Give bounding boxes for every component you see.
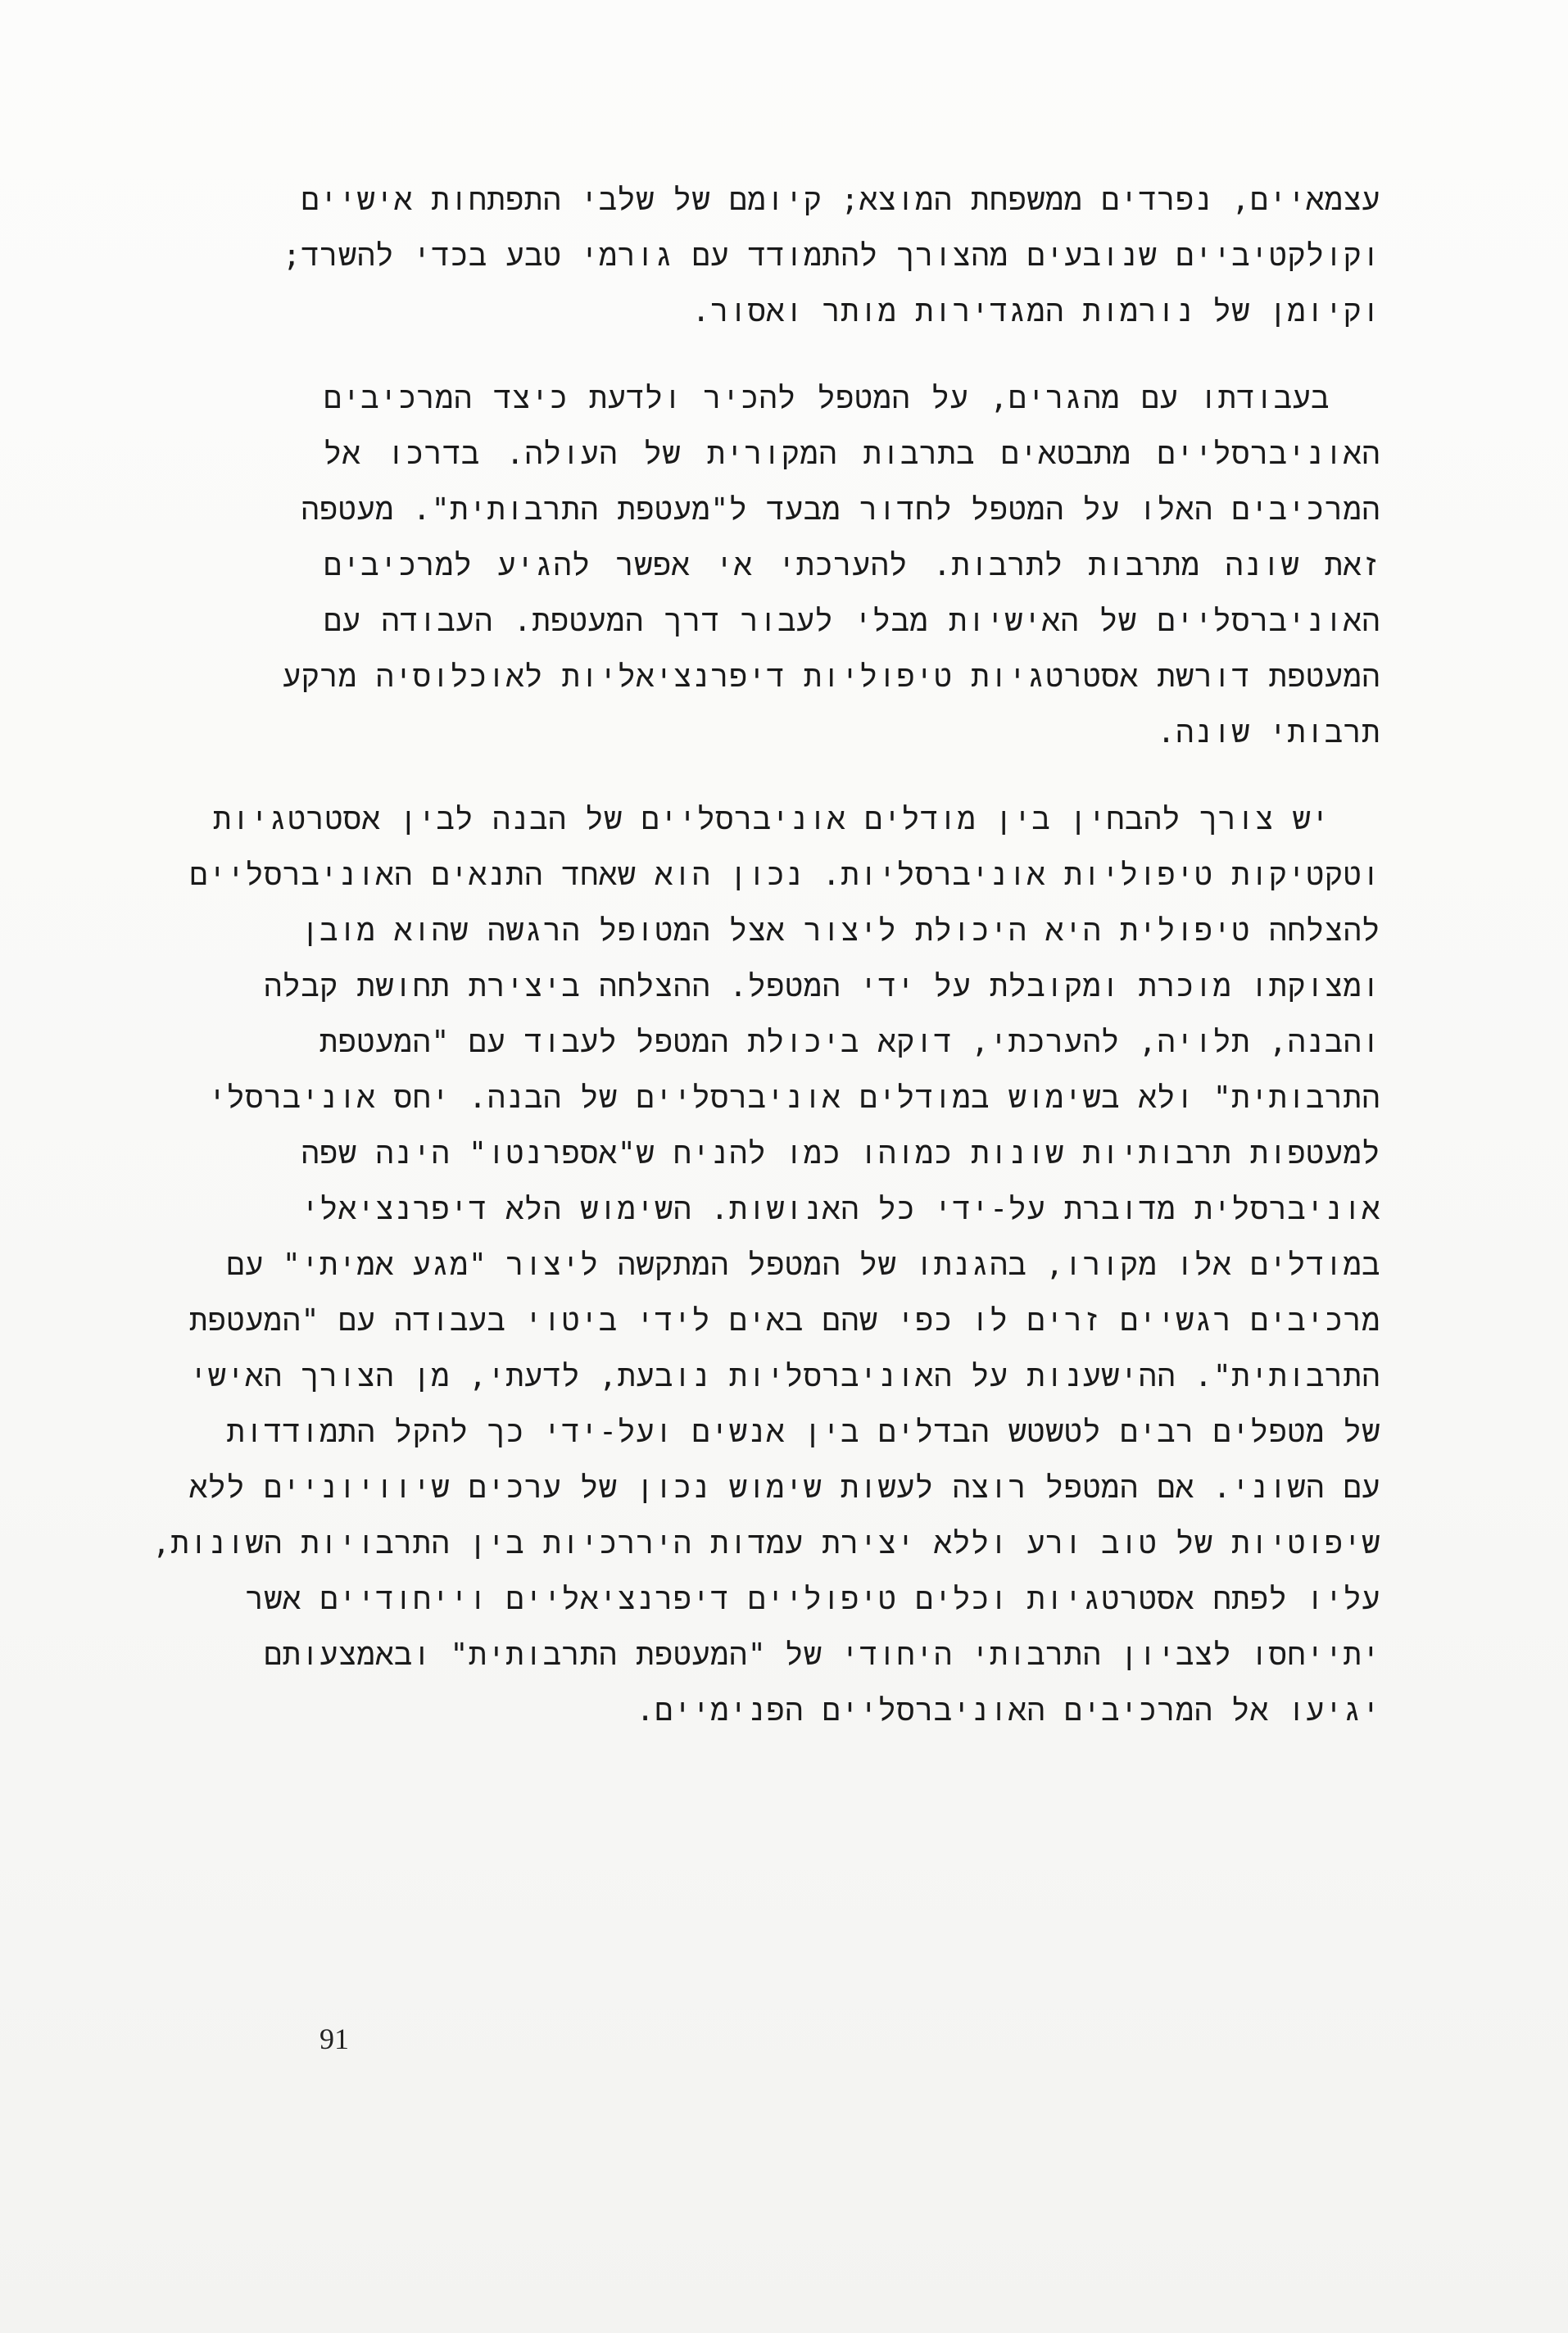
text-line: מרכיבים רגשיים זרים לו כפי שהם באים לידי ביטוי בעבודה עם "המעטפת (189, 1302, 1380, 1338)
text-line: התרבותית" ולא בשימוש במודלים אוניברסליים של הבנה. יחס אוניברסלי (207, 1080, 1380, 1115)
text-line: למעטפות תרבותיות שונות כמוהו כמו להניח ש"אספרנטו" הינה שפה (301, 1135, 1380, 1171)
text-line: בעבודתו עם מהגרים, על המטפל להכיר ולדעת כיצד המרכיבים (324, 380, 1330, 415)
paragraph-3 (152, 791, 1380, 1738)
text-line: עצמאיים, נפרדים ממשפחת המוצא; קיומם של שלבי התפתחות אישיים (301, 182, 1380, 217)
body-text (152, 172, 1380, 1769)
text-line: האוניברסליים מתבטאים בתרבות המקורית של העולה. בדרכו אל (324, 436, 1380, 471)
text-line: האוניברסליים של האישיות מבלי לעבור דרך המעטפת. העבודה עם (324, 603, 1380, 638)
text-line: תרבותי שונה. (1157, 714, 1380, 750)
text-line: יש צורך להבחין בין מודלים אוניברסליים של הבנה לבין אסטרטגיות (213, 801, 1330, 836)
text-line: של מטפלים רבים לטשטש הבדלים בין אנשים ועל-ידי כך להקל התמודדות (226, 1414, 1380, 1449)
text-line: זאת שונה מתרבות לתרבות. להערכתי אי אפשר להגיע למרכיבים (324, 547, 1380, 582)
text-line: במודלים אלו מקורו, בהגנתו של המטפל המתקשה ליצור "מגע אמיתי" עם (226, 1247, 1380, 1282)
text-line: עם השוני. אם המטפל רוצה לעשות שימוש נכון של ערכים שיוויוניים ללא (189, 1470, 1380, 1505)
text-line: התרבותית". ההישענות על האוניברסליות נובעת, לדעתי, מן הצורך האישי (189, 1358, 1380, 1393)
text-line: עליו לפתח אסטרטגיות וכלים טיפוליים דיפרנציאליים וייחודיים אשר (245, 1581, 1380, 1616)
text-line: וטקטיקות טיפוליות אוניברסליות. נכון הוא שאחד התנאים האוניברסליים (189, 857, 1380, 892)
text-line: יגיעו אל המרכיבים האוניברסליים הפנימיים. (636, 1692, 1380, 1728)
paragraph-2 (283, 370, 1380, 760)
text-line: ומצוקתו מוכרת ומקובלת על ידי המטפל. ההצלחה ביצירת תחושת קבלה (264, 968, 1380, 1003)
text-line: וקיומן של נורמות המגדירות מותר ואסור. (691, 293, 1380, 328)
text-line: המרכיבים האלו על המטפל לחדור מבעד ל"מעטפת התרבותית". מעטפה (301, 492, 1380, 527)
page-number: 91 (319, 2023, 349, 2055)
text-line: וקולקטיביים שנובעים מהצורך להתמודד עם גורמי טבע בכדי להשרד; (282, 238, 1380, 273)
text-line: והבנה, תלויה, להערכתי, דוקא ביכולת המטפל לעבוד עם "המעטפת (319, 1024, 1380, 1059)
text-line: שיפוטיות של טוב ורע וללא יצירת עמדות היררכיות בין התרבויות השונות, (152, 1525, 1380, 1561)
text-line: להצלחה טיפולית היא היכולת ליצור אצל המטופל הרגשה שהוא מובן (301, 913, 1380, 948)
text-line: יתייחסו לצביון התרבותי היחודי של "המעטפת התרבותית" ובאמצעותם (264, 1637, 1380, 1672)
text-line: המעטפת דורשת אסטרטגיות טיפוליות דיפרנציאליות לאוכלוסיה מרקע (283, 659, 1380, 694)
paragraph-1 (282, 172, 1380, 339)
text-line: אוניברסלית מדוברת על-ידי כל האנושות. השימוש הלא דיפרנציאלי (301, 1191, 1380, 1226)
